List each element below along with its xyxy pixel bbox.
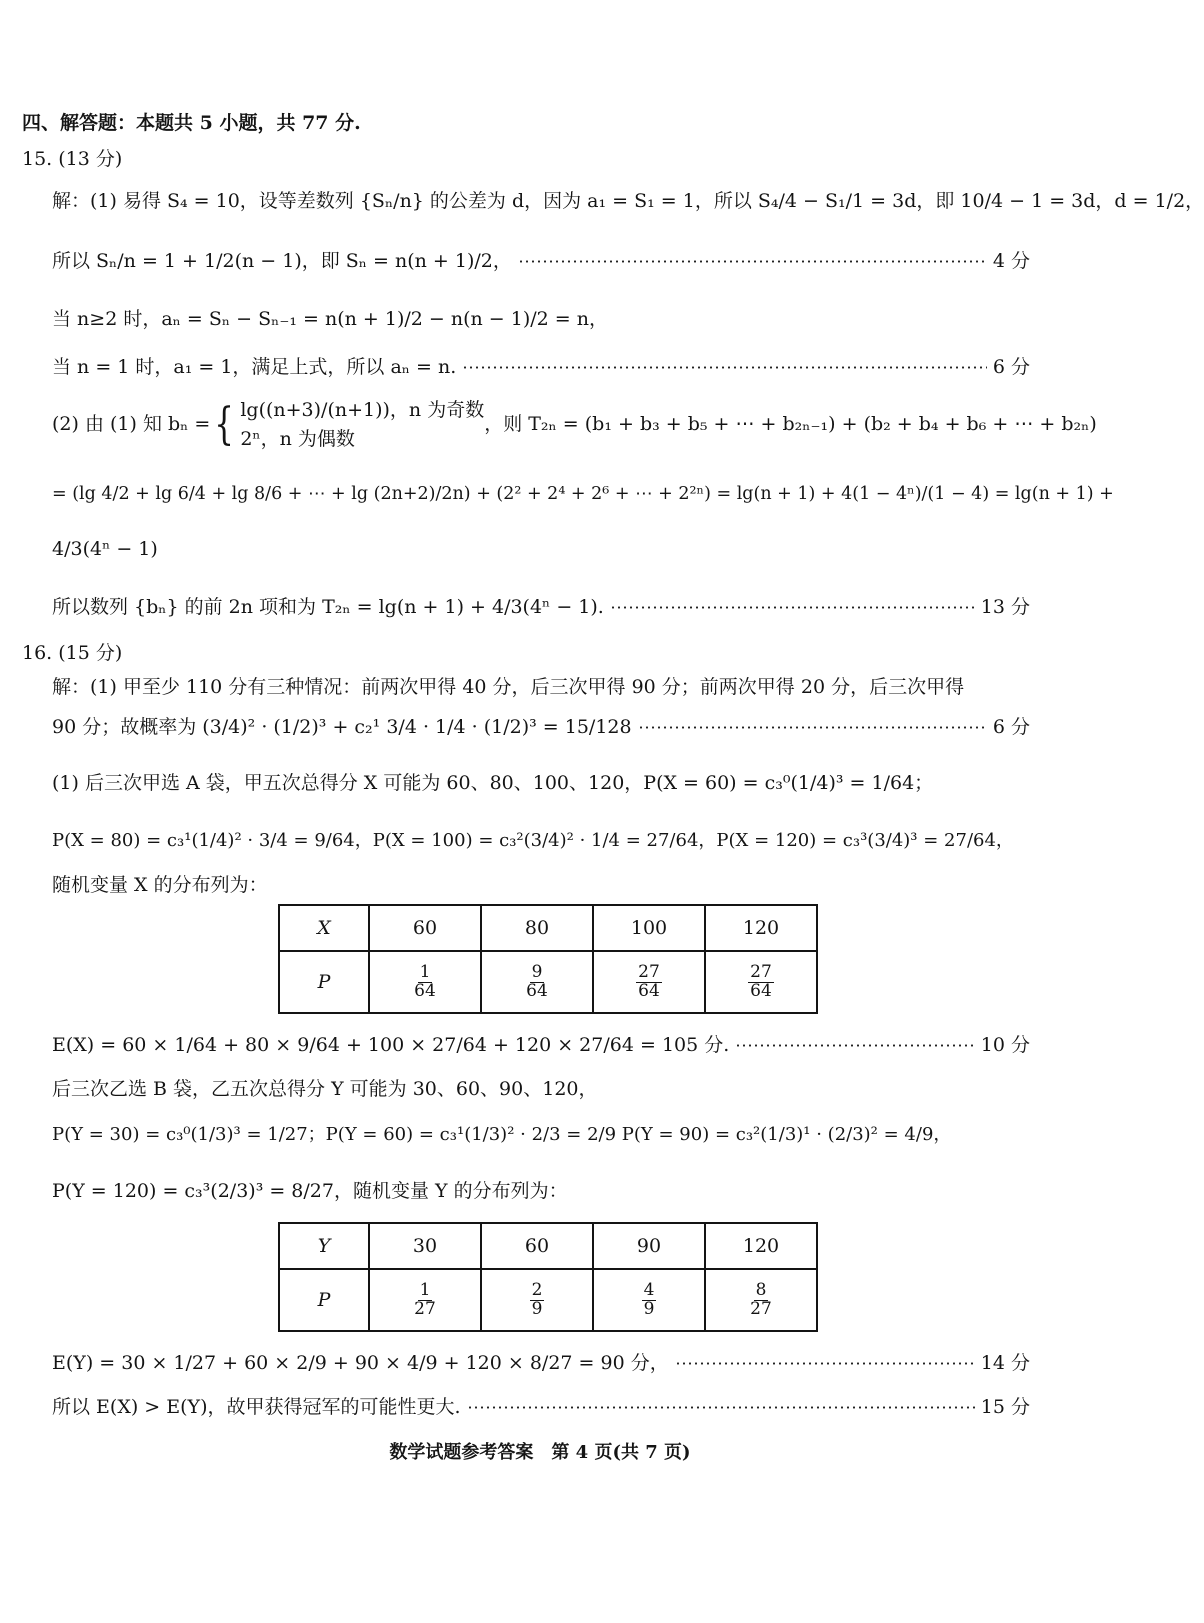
dot-leader bbox=[610, 606, 975, 609]
dot-leader bbox=[735, 1044, 974, 1047]
q15-line-8: 所以数列 {bₙ} 的前 2n 项和为 T₂ₙ = lg(n + 1) + 4/3(4ⁿ − 1). 13 分 bbox=[52, 596, 1030, 618]
table-cell bbox=[593, 951, 705, 1013]
q15-line-2: 所以 Sₙ/n = 1 + 1/2(n − 1)，即 Sₙ = n(n + 1)/2， 4 分 bbox=[52, 250, 1030, 272]
score-label: 14 分 bbox=[980, 1352, 1030, 1374]
fraction: $\frac{1}{27}$ bbox=[414, 1279, 436, 1319]
q16-line-1: 解：(1) 甲至少 110 分有三种情况：前两次甲得 40 分，后三次甲得 90 分；前两次甲得 20 分，后三次甲得 bbox=[52, 676, 965, 698]
table-row bbox=[279, 905, 817, 951]
table-row bbox=[279, 951, 817, 1013]
table-cell bbox=[705, 1269, 817, 1331]
page-footer: 数学试题参考答案 第 4 页(共 7 页) bbox=[389, 1442, 691, 1463]
score-label: 6 分 bbox=[992, 716, 1030, 738]
table-cell: P bbox=[279, 951, 369, 1013]
q15-line-1: 解：(1) 易得 S₄ = 10，设等差数列 {Sₙ/n} 的公差为 d，因为 a₁ = S₁ = 1，所以 S₄/4 − S₁/1 = 3d，即 10/4 − 1 = 3d，d = 1/2， bbox=[52, 190, 1204, 212]
dot-leader bbox=[467, 1406, 975, 1409]
fraction: $\frac{27}{64}$ bbox=[638, 961, 660, 1001]
q15-line-6: = (lg 4/2 + lg 6/4 + lg 8/6 + ⋯ + lg (2n+2)/2n) + (2² + 2⁴ + 2⁶ + ⋯ + 2²ⁿ) = lg(n + 1) + 4(1 − 4ⁿ)/(1 − 4) = lg(n + 1) + bbox=[52, 484, 1114, 504]
table-cell: 30 bbox=[369, 1223, 481, 1269]
table-cell: Y bbox=[279, 1223, 369, 1269]
dot-leader bbox=[675, 1362, 975, 1365]
q16-line-6: E(X) = 60 × 1/64 + 80 × 9/64 + 100 × 27/64 + 120 × 27/64 = 105 分. 10 分 bbox=[52, 1034, 1030, 1056]
score-label: 6 分 bbox=[992, 356, 1030, 378]
q16-line-4: P(X = 80) = c₃¹(1/4)² · 3/4 = 9/64，P(X = 100) = c₃²(3/4)² · 1/4 = 27/64，P(X = 120) = c₃³(3/4)³ = 27/64， bbox=[52, 830, 1014, 851]
table-cell: X bbox=[279, 905, 369, 951]
piecewise-cases: lg((n+3)/(n+1))，n 为奇数 2ⁿ，n 为偶数 bbox=[240, 399, 485, 450]
dot-leader bbox=[638, 726, 987, 729]
table-cell: 100 bbox=[593, 905, 705, 951]
table-cell: 80 bbox=[481, 905, 593, 951]
table-cell: 60 bbox=[481, 1223, 593, 1269]
q16-title: 16. (15 分) bbox=[22, 642, 123, 664]
table-cell: 120 bbox=[705, 1223, 817, 1269]
q15-line-4: 当 n = 1 时，a₁ = 1，满足上式，所以 aₙ = n. 6 分 bbox=[52, 356, 1030, 378]
table-cell bbox=[481, 951, 593, 1013]
section-header: 四、解答题：本题共 5 小题，共 77 分. bbox=[22, 112, 361, 134]
table-cell bbox=[705, 951, 817, 1013]
fraction: $\frac{8}{27}$ bbox=[750, 1279, 772, 1319]
q16-line-8: P(Y = 30) = c₃⁰(1/3)³ = 1/27；P(Y = 60) = c₃¹(1/3)² · 2/3 = 2/9 P(Y = 90) = c₃²(1/3)¹ · (2/3)² = 4/9， bbox=[52, 1124, 952, 1145]
table-cell bbox=[593, 1269, 705, 1331]
table-row bbox=[279, 1269, 817, 1331]
table-cell: P bbox=[279, 1269, 369, 1331]
q15-line-5: (2) 由 (1) 知 bₙ = { lg((n+3)/(n+1))，n 为奇数 2ⁿ，n 为偶数 ，则 T₂ₙ = (b₁ + b₃ + b₅ + ⋯ + b₂ₙ₋₁) + (b₂ + b₄ + b₆ + ⋯ + b₂ₙ) bbox=[52, 396, 1030, 453]
fraction: $\frac{1}{64}$ bbox=[414, 961, 436, 1001]
distribution-table-x bbox=[278, 904, 818, 1014]
fraction: $\frac{2}{9}$ bbox=[531, 1279, 543, 1319]
q16-line-7: 后三次乙选 B 袋，乙五次总得分 Y 可能为 30、60、90、120， bbox=[52, 1078, 598, 1100]
fraction: $\frac{4}{9}$ bbox=[643, 1279, 655, 1319]
left-brace-icon: { bbox=[214, 398, 235, 450]
q16-line-10: E(Y) = 30 × 1/27 + 60 × 2/9 + 90 × 4/9 + 120 × 8/27 = 90 分， 14 分 bbox=[52, 1352, 1030, 1374]
score-label: 4 分 bbox=[992, 250, 1030, 272]
dot-leader bbox=[518, 260, 987, 263]
table-cell: 60 bbox=[369, 905, 481, 951]
table-cell: 120 bbox=[705, 905, 817, 951]
q16-line-3: (1) 后三次甲选 A 袋，甲五次总得分 X 可能为 60、80、100、120，P(X = 60) = c₃⁰(1/4)³ = 1/64； bbox=[52, 772, 934, 794]
q15-line-7: 4/3(4ⁿ − 1) bbox=[52, 538, 158, 560]
table-cell bbox=[481, 1269, 593, 1331]
q16-line-2: 90 分；故概率为 (3/4)² · (1/2)³ + c₂¹ 3/4 · 1/4 · (1/2)³ = 15/128 6 分 bbox=[52, 716, 1030, 738]
dot-leader bbox=[462, 366, 987, 369]
score-label: 15 分 bbox=[980, 1396, 1030, 1418]
q15-title: 15. (13 分) bbox=[22, 148, 123, 170]
fraction: $\frac{27}{64}$ bbox=[750, 961, 772, 1001]
fraction: $\frac{9}{64}$ bbox=[526, 961, 548, 1001]
table-cell: 90 bbox=[593, 1223, 705, 1269]
table-row bbox=[279, 1223, 817, 1269]
distribution-table-y bbox=[278, 1222, 818, 1332]
score-label: 13 分 bbox=[980, 596, 1030, 618]
table-cell bbox=[369, 951, 481, 1013]
table-cell bbox=[369, 1269, 481, 1331]
q16-line-11: 所以 E(X) > E(Y)，故甲获得冠军的可能性更大. 15 分 bbox=[52, 1396, 1030, 1418]
score-label: 10 分 bbox=[980, 1034, 1030, 1056]
q16-line-9: P(Y = 120) = c₃³(2/3)³ = 8/27，随机变量 Y 的分布列为： bbox=[52, 1180, 568, 1202]
q15-line-3: 当 n≥2 时，aₙ = Sₙ − Sₙ₋₁ = n(n + 1)/2 − n(n − 1)/2 = n， bbox=[52, 308, 608, 330]
q16-line-5: 随机变量 X 的分布列为： bbox=[52, 874, 268, 896]
